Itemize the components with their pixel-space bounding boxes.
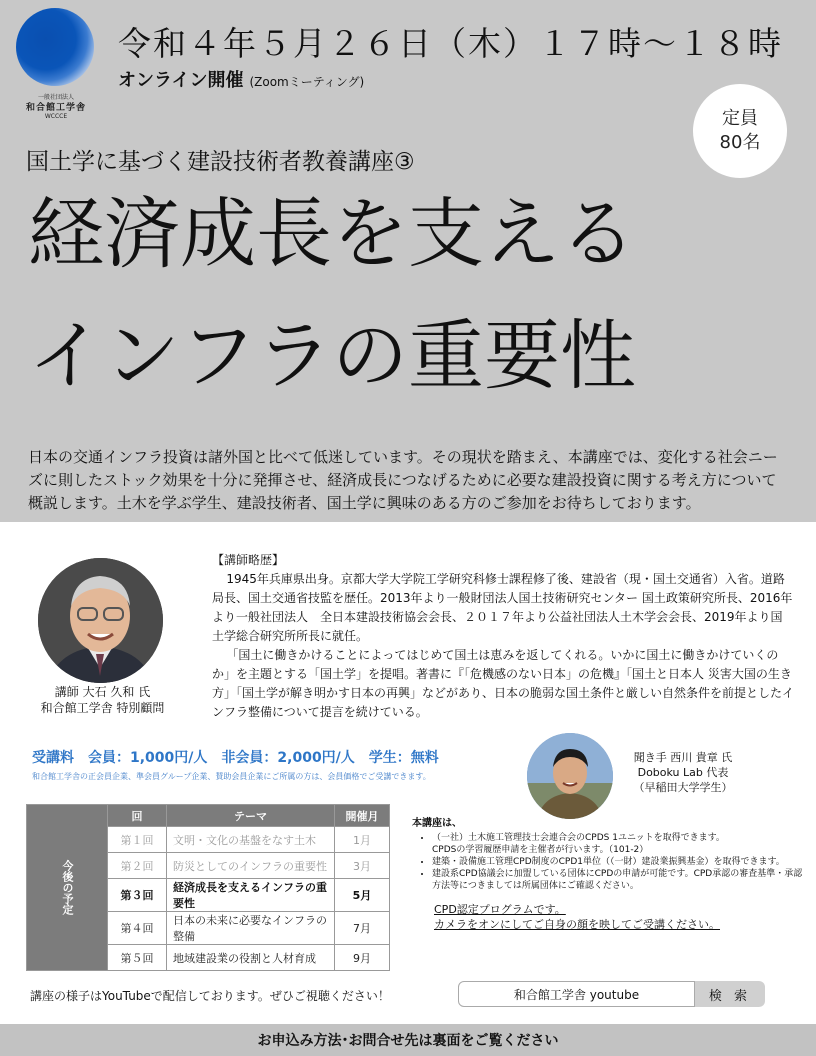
logo-circle-icon [16, 8, 94, 86]
notes-item-cpds: • （一社）土木施工管理技士会連合会のCPDS 1ユニットを取得できます。 [432, 832, 804, 844]
bio-paragraph-2: 「国土に働きかけることによってはじめて国土は恵みを返してくれる。いかに国土に働きかけていくのか」を主題とする「国土学」を提唱。著書に『「危機感のない日本」の危機』「国土と日本人 災害大国の生き方」「国土学が解き明かす日本の再興」などがあり、日本の脆弱な国土条件と厳しい自然条件を前提としたインフラ整備について提言を続けている。 [212, 648, 795, 719]
cpd-notes [412, 818, 804, 932]
session-number: 第１回 [108, 827, 167, 853]
intro-text: 日本の交通インフラ投資は諸外国と比べて低迷しています。その現状を踏まえ、本講座では、変化する社会ニーズに則したストック効果を十分に発揮させ、経済成長につなげるために必要な建設投資に関する考え方について概説します。土木を学ぶ学生、建設技術者、国土学に興味のある方のご参加をお待ちしております。 [28, 448, 778, 512]
main-title-line2: インフラの重要性 [28, 311, 636, 400]
fee-text: 受講料 会員：1,000円/人 非会員：2,000円/人 学生：無料 [32, 750, 439, 766]
session-month: 7月 [335, 912, 390, 945]
cpd-program-note [412, 902, 804, 932]
capacity-badge [693, 84, 787, 178]
notes-heading: 本講座は、 [412, 818, 462, 829]
fee-note: 和合館工学舎の正会員企業、準会員グループ企業、賛助会員企業にご所属の方は、会員価格でご受講できます。 [32, 772, 431, 781]
schedule-table [26, 804, 390, 971]
session-month: 9月 [335, 945, 390, 971]
schedule-header-month: 開催月 [335, 805, 390, 827]
session-number: 第５回 [108, 945, 167, 971]
series-title: 国土学に基づく建設技術者教養講座③ [26, 149, 415, 175]
capacity-label: 定員 [722, 108, 758, 129]
cpd-program-line2: カメラをオンにしてご自身の顔を映してご受講ください。 [434, 918, 720, 931]
schedule-side-label: 今後の予定 [27, 805, 108, 971]
event-format [118, 66, 364, 92]
org-logo [14, 8, 98, 118]
interviewer-name: 聞き手 西川 貴章 氏 [633, 751, 733, 764]
interviewer-caption [618, 750, 748, 795]
logo-org-type: 一般社団法人 [37, 94, 74, 101]
session-theme: 文明・文化の基盤をなす土木 [167, 827, 335, 853]
session-theme: 日本の未来に必要なインフラの整備 [167, 912, 335, 945]
event-format-label: オンライン開催 [118, 70, 244, 91]
interviewer-org: Doboku Lab 代表 [637, 766, 729, 779]
notes-list [412, 832, 804, 844]
capacity-value: 80名 [719, 132, 761, 153]
logo-org-en: WCCCE [44, 113, 68, 120]
interviewer-affiliation: （早稲田大学学生） [633, 781, 733, 794]
session-theme: 防災としてのインフラの重要性 [167, 853, 335, 879]
main-title-line1: 経済成長を支える [28, 189, 636, 278]
session-month: 1月 [335, 827, 390, 853]
lecturer-portrait-icon [38, 558, 163, 683]
session-number: 第２回 [108, 853, 167, 879]
lecturer-name: 講師 大石 久和 氏 [54, 685, 151, 699]
schedule-header-num: 回 [108, 805, 167, 827]
notes-item-cpds-sub: CPDSの学習履歴申請を主催者が行います。（101-2） [432, 845, 649, 855]
event-format-note: (Zoomミーティング) [249, 75, 365, 89]
bio-paragraph-1: 1945年兵庫県出身。京都大学大学院工学研究科修士課程修了後、建設省（現・国土交通省）入省。道路局長、国土交通省技監を歴任。2013年より一般財団法人国土技術研究センター 国土政策研究所長、2016年より一般社団法人 全日本建設技術協会会長、２０１７年より公益社団法人土木学会会長、2019年より国土学総合研究所所長に就任。 [212, 572, 793, 643]
youtube-text: 講座の様子はYouTubeで配信しております。ぜひご視聴ください！ [30, 989, 390, 1003]
session-month: 5月 [335, 879, 390, 912]
session-month: 3月 [335, 853, 390, 879]
lecturer-photo [38, 558, 163, 683]
lecturer-role: 和合館工学舎 特別顧問 [40, 701, 165, 715]
youtube-search-box[interactable]: 和合館工学舎 youtube [458, 981, 695, 1007]
lecturer-caption [20, 684, 185, 716]
notes-list-2 [412, 856, 804, 892]
footer-note: お申込み方法･お問合せ先は裏面をご覧ください [0, 1024, 816, 1056]
session-number: 第３回 [108, 879, 167, 912]
lecturer-bio [212, 551, 794, 722]
notes-item-council: • 建設系CPD協議会に加盟している団体にCPDの申請が可能です。CPD承認の審査基準・承認方法等につきましては所属団体にご確認ください。 [432, 868, 804, 892]
session-theme: 地域建設業の役割と人材育成 [167, 945, 335, 971]
interviewer-photo [527, 733, 613, 819]
cpd-program-line1: CPD認定プログラムです。 [434, 903, 566, 916]
schedule-header-theme: テーマ [167, 805, 335, 827]
schedule-header-row [27, 805, 390, 827]
search-button[interactable]: 検 索 [695, 981, 765, 1007]
bio-heading: 【講師略歴】 [212, 553, 285, 567]
notes-item-building: • 建築・設備施工管理CPD制度のCPD1単位（（一財）建設業振興基金）を取得できます。 [432, 856, 804, 868]
logo-org-name: 和合館工学舎 [25, 103, 86, 113]
hero-section [0, 0, 816, 522]
session-theme: 経済成長を支えるインフラの重要性 [167, 879, 335, 912]
interviewer-portrait-icon [527, 733, 613, 819]
session-number: 第４回 [108, 912, 167, 945]
event-date: 令和４年５月２６日（木）１７時～１８時 [118, 24, 783, 63]
